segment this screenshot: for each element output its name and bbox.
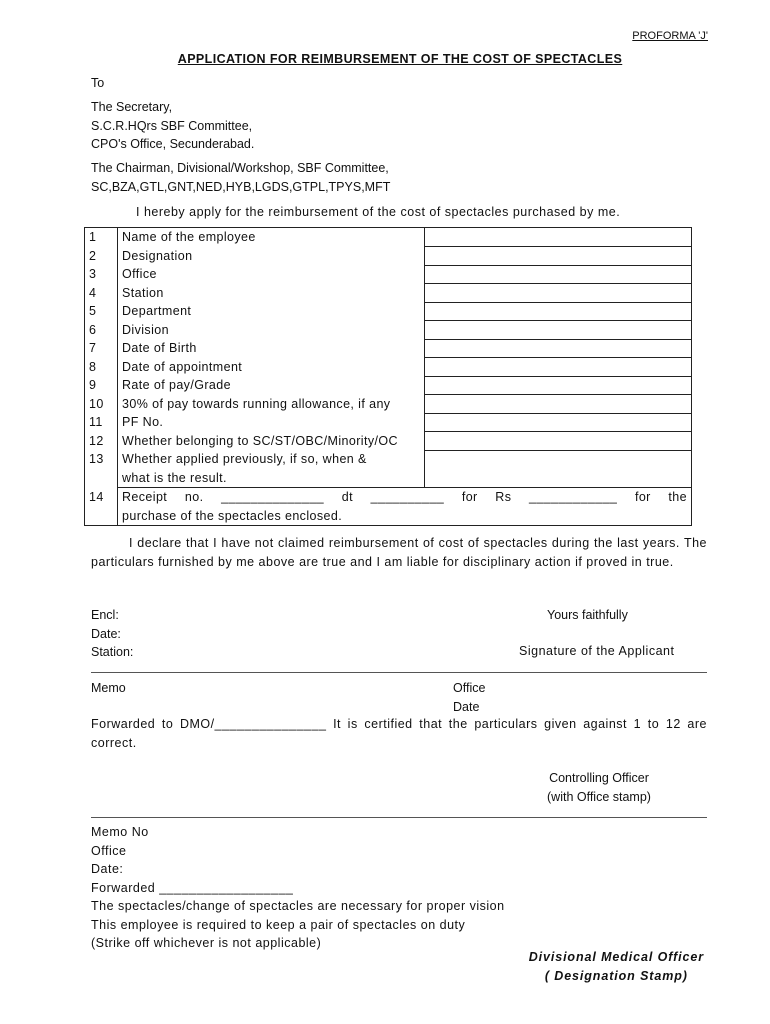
row-label [118,228,425,247]
row-label [118,432,425,451]
row-label-text: what is the result. [122,470,227,485]
row-number: 3 [85,265,118,284]
row-label [118,284,425,303]
secretary-address [91,98,254,154]
memo-label: Memo [91,681,126,695]
application-table [84,227,692,526]
forwarded-label: Forwarded __________________ [91,880,294,895]
medical-section [91,823,505,953]
strike-off-note: (Strike off whichever is not applicable) [91,936,322,950]
row-value-field[interactable] [425,432,692,451]
row-label-text: Whether belonging to SC/ST/OBC/Minority/OC [122,433,398,448]
receipt-part: for [461,490,478,504]
address-line: CPO's Office, Secunderabad. [91,137,255,151]
receipt-part[interactable]: ______________ [221,490,325,504]
receipt-part: Receipt [122,490,168,504]
receipt-part: Rs [495,490,512,504]
intro-text: I hereby apply for the reimbursement of the cost of spectacles purchased by me. [136,205,621,219]
address-line: The Chairman, Divisional/Workshop, SBF Committee, [91,161,389,175]
row-value-field[interactable] [425,265,692,284]
receipt-part[interactable]: ____________ [529,490,618,504]
row-label [118,339,425,358]
receipt-part: dt [341,490,353,504]
row-value-field[interactable] [425,413,692,432]
table-row [85,413,692,432]
row-value-field[interactable] [425,228,692,247]
row-number: 7 [85,339,118,358]
row-label-text: Rate of pay/Grade [122,378,231,392]
row-label [118,413,425,432]
row-number: 9 [85,376,118,395]
table-row [85,302,692,321]
row-number: 12 [85,432,118,451]
table-row [85,247,692,266]
table-row [85,228,692,247]
dmo-label: Divisional Medical Officer [528,950,704,964]
row-number: 13 [85,450,118,488]
applicant-signature-label: Signature of the Applicant [519,644,675,658]
dmo-signature-block [529,948,704,986]
divider [91,672,707,673]
row-label [118,321,425,340]
row-label [118,247,425,266]
designation-stamp-label: ( Designation Stamp) [544,969,688,983]
row-label-text: Date of appointment [122,359,243,374]
receipt-line [122,488,687,507]
row-value-field[interactable] [425,395,692,414]
table-row [85,450,692,488]
controlling-officer-label: Controlling Officer [549,771,649,785]
row-label [118,376,425,395]
row-label-text: Whether applied previously, if so, when & [122,452,367,466]
row-label-text: Station [122,285,164,300]
office-date-block [453,679,485,716]
receipt-cell [118,488,692,526]
proforma-label: PROFORMA 'J' [632,30,708,42]
row-value-field[interactable] [425,339,692,358]
row-value-field[interactable] [425,450,692,488]
row-value-field[interactable] [425,321,692,340]
table-row [85,321,692,340]
row-label [118,265,425,284]
row-label [118,450,425,488]
declaration-text: I declare that I have not claimed reimbursement of cost of spectacles during the last years. The particulars furnished by me above are true and I am liable for disciplinary action if proved in true. [91,536,707,569]
receipt-part[interactable]: __________ [370,490,445,504]
row-value-field[interactable] [425,376,692,395]
office-label: Office [453,681,486,695]
row-label-text: Date of Birth [122,341,197,355]
row-label-text: 30% of pay towards running allowance, if any [122,396,391,411]
row-label-text: Designation [122,248,193,263]
row-value-field[interactable] [425,358,692,377]
chairman-address [91,159,390,196]
table-row [85,432,692,451]
row-label-text: Department [122,304,192,318]
closing-text: Yours faithfully [547,608,628,622]
address-line: SC,BZA,GTL,GNT,NED,HYB,LGDS,GTPL,TPYS,MFT [91,179,391,194]
row-number: 6 [85,321,118,340]
row-number: 11 [85,413,118,432]
encl-label: Encl: [91,608,119,622]
row-value-field[interactable] [425,284,692,303]
table-row [85,284,692,303]
date-label: Date: [91,862,124,876]
row-label-text: Name of the employee [122,230,256,244]
row-number: 14 [85,488,118,526]
to-label: To [91,76,105,90]
applicant-details [91,606,133,662]
receipt-part: the [668,490,687,504]
necessity-statement: The spectacles/change of spectacles are necessary for proper vision [91,899,505,913]
table-row [85,339,692,358]
receipt-part: no. [184,490,204,504]
date-label: Date: [91,626,121,641]
row-number: 5 [85,302,118,321]
address-line: S.C.R.HQrs SBF Committee, [91,118,253,133]
table-row [85,265,692,284]
row-value-field[interactable] [425,302,692,321]
table-row [85,376,692,395]
table-row [85,488,692,526]
row-label [118,358,425,377]
address-line: The Secretary, [91,100,173,114]
row-number: 2 [85,247,118,266]
form-title: APPLICATION FOR REIMBURSEMENT OF THE COST OF SPECTACLES [177,52,623,66]
divider [91,817,707,818]
memo-no-label: Memo No [91,825,149,839]
controlling-officer-block [547,769,651,806]
date-label: Date [453,699,480,714]
office-stamp-label: (with Office stamp) [547,789,651,804]
row-label-text: PF No. [122,415,164,429]
row-number: 8 [85,358,118,377]
table-row [85,395,692,414]
row-label [118,395,425,414]
row-number: 1 [85,228,118,247]
row-value-field[interactable] [425,247,692,266]
office-label: Office [91,843,127,858]
row-label [118,302,425,321]
station-label: Station: [91,645,134,659]
forwarding-text: Forwarded to DMO/_______________ It is certified that the particulars given against 1 to 12 are correct. [91,717,707,750]
row-number: 10 [85,395,118,414]
table-row [85,358,692,377]
receipt-part: for [634,490,651,504]
receipt-line-2: purchase of the spectacles enclosed. [122,508,343,523]
row-label-text: Office [122,267,157,281]
row-label-text: Division [122,322,169,337]
row-number: 4 [85,284,118,303]
duty-statement: This employee is required to keep a pair of spectacles on duty [91,917,466,932]
